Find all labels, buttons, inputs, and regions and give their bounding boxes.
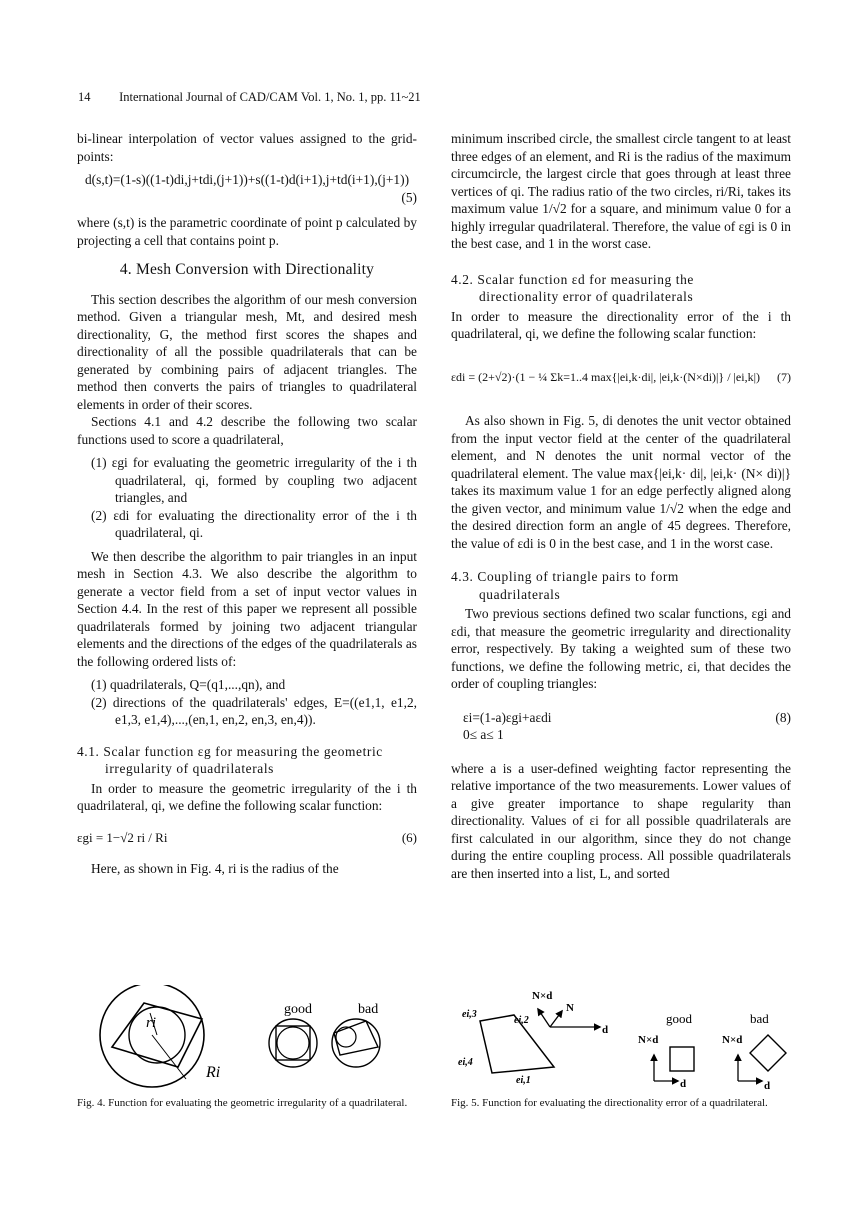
- label-Ri: Ri: [206, 1064, 221, 1081]
- paragraph: As also shown in Fig. 5, di denotes the unit vector obtained from the input vector field at the center of the quadrilateral element, and N denotes the unit normal vector of the quadrilateral element. The value max{|ei,k· di|, |ei,k· (N× di)|} takes its maximum value 1 for an edge perfectly aligned along the given vector, and minimum value 1/√2 when the edge and the desired direction form an angle of 45 degrees. Therefore, the value of εdi is 0 in the best case, and 1 in the worst case.: [451, 413, 791, 551]
- bad-diamond: [750, 1035, 786, 1071]
- paragraph: In order to measure the directionality error of the i th quadrilateral, qi, we define the following scalar function:: [451, 308, 791, 341]
- subsection-heading: 4.1. Scalar function εg for measuring the geometric irregularity of quadrilaterals: [77, 743, 383, 776]
- good-square: [276, 1026, 310, 1060]
- paragraph: minimum inscribed circle, the smallest circle tangent to at least three edges of an element, and Ri is the radius of the maximum circumcircle, the largest circle that goes through at least three vertices of qi. The radius ratio of the two circles, ri/Ri, takes its maximum value 1/√2 for a square, and minimum value 0 for a highly irregular quadrilateral. Therefore, the value of εgi is 0 in the best case, and 1 in the worst case.: [451, 131, 791, 251]
- label-ri: ri: [146, 1015, 157, 1031]
- list-item: (1) εgi for evaluating the geometric irregularity of the i th quadrilateral, qi, formed by coupling two adjacent triangles, and: [91, 455, 417, 505]
- label-e2: ei,2: [514, 1015, 529, 1026]
- svg-text:d: d: [680, 1078, 687, 1090]
- svg-text:N×d: N×d: [722, 1034, 743, 1046]
- list-item: (2) εdi for evaluating the directionality error of the i th quadrilateral, qi.: [91, 507, 417, 540]
- section-heading: 4. Mesh Conversion with Directionality: [119, 261, 375, 278]
- label-e3: ei,3: [462, 1009, 477, 1020]
- figure-5: [452, 985, 792, 1093]
- list-item: (2) directions of the quadrilaterals' edges, E=((e1,1, e1,2, e1,3, e1,4),...,(en,1, en,2, en,3, en,4)).: [91, 694, 417, 727]
- figure-5-caption: Fig. 5. Function for evaluating the directionality error of a quadrilateral.: [451, 1097, 768, 1109]
- left-column: [77, 130, 417, 878]
- label-d: d: [602, 1024, 609, 1036]
- equation-8: εi=(1-a)εgi+aεdi 0≤ a≤ 1 (8): [463, 709, 791, 742]
- paragraph: where (s,t) is the parametric coordinate of point p calculated by projecting a cell that contains point p.: [77, 215, 417, 248]
- paragraph: Two previous sections defined two scalar functions, εgi and εdi, that measure the geometric irregularity and directionality error, respectively. By taking a weighted sum of these two functions, we define the following metric, εi, that decides the order of coupling triangles:: [451, 606, 791, 691]
- paragraph: In order to measure the geometric irregularity of the i th quadrilateral, qi, we define the following scalar function:: [77, 780, 417, 813]
- label-good: good: [284, 1002, 312, 1017]
- paragraph: bi-linear interpolation of vector values assigned to the grid-points:: [77, 131, 417, 164]
- label-N: N: [566, 1002, 574, 1014]
- journal-title: International Journal of CAD/CAM Vol. 1, No. 1, pp. 11~21: [119, 90, 421, 104]
- label-bad: bad: [750, 1011, 769, 1026]
- label-e1: ei,1: [516, 1075, 531, 1086]
- good-square: [670, 1047, 694, 1071]
- svg-text:d: d: [764, 1080, 771, 1092]
- running-header: [78, 90, 421, 105]
- label-e4: ei,4: [458, 1057, 473, 1068]
- subsection-heading: 4.3. Coupling of triangle pairs to form quadrilaterals: [451, 569, 679, 602]
- label-Nxd: N×d: [532, 990, 553, 1002]
- subsection-heading: 4.2. Scalar function εd for measuring the directionality error of quadrilaterals: [451, 271, 694, 304]
- label-bad: bad: [358, 1002, 379, 1017]
- circumcircle: [100, 985, 204, 1087]
- paragraph: Here, as shown in Fig. 4, ri is the radius of the: [91, 861, 339, 876]
- label-good: good: [666, 1011, 692, 1026]
- equation-number: (5): [401, 189, 417, 205]
- figure-4-caption: Fig. 4. Function for evaluating the geometric irregularity of a quadrilateral.: [77, 1097, 408, 1109]
- page-number: 14: [78, 90, 91, 104]
- equation-5: d(s,t)=(1-s)((1-t)di,j+tdi,(j+1))+s((1-t)d(i+1),j+td(i+1),(j+1)): [84, 172, 410, 187]
- equation-7: εdi = (2+√2)·(1 − ¼ Σk=1..4 max{|ei,k·di|, |ei,k·(N×di)|} / |ei,k|) (7): [451, 369, 791, 384]
- equation-6: εgi = 1−√2 ri / Ri (6): [77, 829, 417, 845]
- figure-4: [90, 985, 420, 1093]
- list-item: (1) quadrilaterals, Q=(q1,...,qn), and: [91, 677, 286, 692]
- paragraph: Sections 4.1 and 4.2 describe the following two scalar functions used to score a quadrilateral,: [77, 414, 417, 447]
- svg-text:N×d: N×d: [638, 1034, 659, 1046]
- right-column: [451, 130, 791, 882]
- paragraph: We then describe the algorithm to pair triangles in an input mesh in Section 4.3. We also describe the algorithm to generate a vector field from a set of input vector values in Section 4.4. In the rest of this paper we represent all possible quadrilaterals formed by joining two adjacent triangular elements and the directions of the edges of the quadrilaterals as the following ordered lists of:: [77, 548, 417, 669]
- paragraph: where a is a user-defined weighting factor representing the relative importance of the two measurements. Lower values of a give greater importance to shape regularity than directionality. Values of εi for all possible quadrilaterals are first calculated in our algorithm, since they do not change during the entire coupling process. All possible quadrilaterals are then inserted into a list, L, and sorted: [451, 760, 791, 881]
- paragraph: This section describes the algorithm of our mesh conversion method. Given a triangular mesh, Mt, and desired mesh directionality, G, the method first scores the shapes and directionality of all the possible quadrilaterals that can be generated by combining pairs of adjacent triangles. The method then converts the pairs of triangles to quadrilateral elements in order of their scores.: [77, 291, 417, 412]
